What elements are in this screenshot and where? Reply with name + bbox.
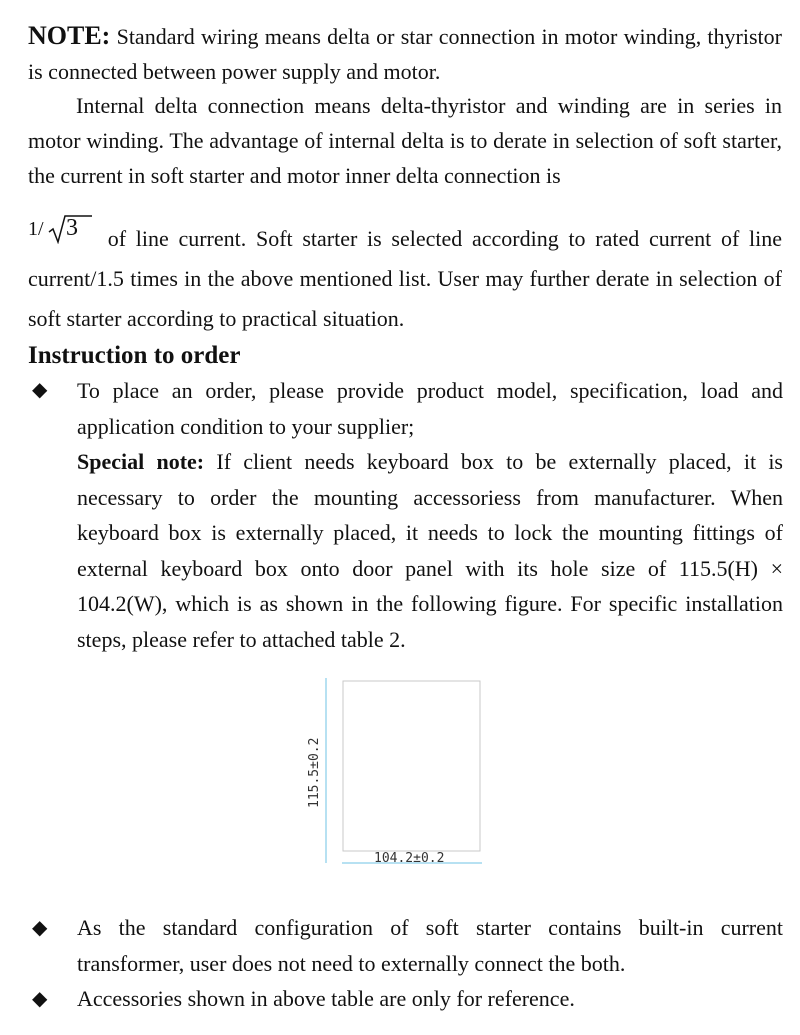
note-text-1: Standard wiring means delta or star connection in motor winding, thyristor is connected between power supply and motor. xyxy=(28,24,782,84)
note-paragraph-1 xyxy=(28,18,782,89)
bullet-diamond-icon: ◆ xyxy=(32,988,48,1010)
bullet-diamond-icon: ◆ xyxy=(32,379,48,401)
special-note-lead: Special note: xyxy=(77,449,205,474)
order-heading: Instruction to order xyxy=(28,342,241,369)
hole-size-figure xyxy=(300,670,500,880)
bullet-diamond-icon: ◆ xyxy=(32,917,48,939)
special-note-text: If client needs keyboard box to be externally placed, it is necessary to order the mounting accessoriess from manufacturer. When keyboard box is externally placed, it needs to lock the mounting fittings of external keyboard box onto door panel with its hole size of 115.5(H) × 104.2(W), which is as shown in the following figure. For specific installation steps, please refer to attached table 2. xyxy=(77,449,783,652)
order-item-3: Accessories shown in above table are only for reference. xyxy=(77,986,575,1011)
order-item-1-text: To place an order, please provide product model, specification, load and application condition to your supplier; xyxy=(77,378,783,439)
note-paragraph-3 xyxy=(28,216,782,339)
order-item-2: As the standard configuration of soft starter contains built-in current transformer, user does not need to externally connect the both. xyxy=(77,915,783,976)
sqrt-formula xyxy=(28,216,98,252)
note-paragraph-2: Internal delta connection means delta-thyristor and winding are in series in motor winding. The advantage of internal delta is to derate in selection of soft starter, the current in soft starter and motor inner delta connection is xyxy=(28,93,782,188)
panel-cutout-rect xyxy=(343,681,480,851)
note-lead: NOTE: xyxy=(28,21,111,50)
note-text-3: of line current. Soft starter is selected according to rated current of line current/1.5 times in the above mentioned list. User may further derate in selection of soft starter according to practical situation. xyxy=(28,226,782,331)
height-dimension-label: 115.5±0.2 xyxy=(307,737,322,808)
width-dimension-label: 104.2±0.2 xyxy=(374,851,445,866)
formula-radicand: 3 xyxy=(66,215,78,241)
order-item-1 xyxy=(77,373,783,657)
formula-numerator: 1/ xyxy=(28,218,44,240)
